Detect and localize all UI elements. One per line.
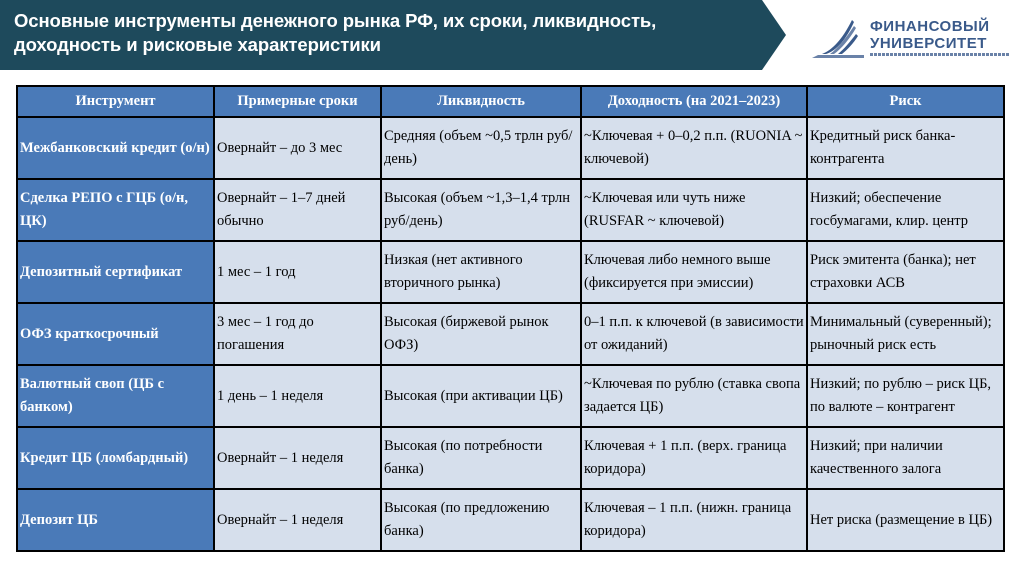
table-row bbox=[17, 179, 1004, 241]
cell-yield: Ключевая – 1 п.п. (нижн. граница коридора) bbox=[581, 489, 807, 551]
cell-terms: Овернайт – 1 неделя bbox=[214, 427, 381, 489]
cell-terms: 1 день – 1 неделя bbox=[214, 365, 381, 427]
cell-liquidity: Средняя (объем ~0,5 трлн руб/день) bbox=[381, 117, 581, 179]
cell-yield: ~Ключевая или чуть ниже (RUSFAR ~ ключевой) bbox=[581, 179, 807, 241]
cell-liquidity: Высокая (биржевой рынок ОФЗ) bbox=[381, 303, 581, 365]
money-market-table bbox=[16, 85, 1005, 552]
logo-tagline bbox=[870, 53, 1010, 56]
university-logo bbox=[808, 14, 1008, 64]
cell-instrument: Межбанковский кредит (о/н) bbox=[17, 117, 214, 179]
logo-line-1: ФИНАНСОВЫЙ bbox=[870, 18, 990, 35]
cell-liquidity: Высокая (при активации ЦБ) bbox=[381, 365, 581, 427]
cell-yield: Ключевая + 1 п.п. (верх. граница коридора) bbox=[581, 427, 807, 489]
cell-yield: ~Ключевая + 0–0,2 п.п. (RUONIA ~ ключевой) bbox=[581, 117, 807, 179]
cell-instrument: Депозитный сертификат bbox=[17, 241, 214, 303]
cell-terms: 1 мес – 1 год bbox=[214, 241, 381, 303]
cell-liquidity: Низкая (нет активного вторичного рынка) bbox=[381, 241, 581, 303]
cell-terms: Овернайт – до 3 мес bbox=[214, 117, 381, 179]
cell-instrument: Валютный своп (ЦБ с банком) bbox=[17, 365, 214, 427]
cell-yield: Ключевая либо немного выше (фиксируется при эмиссии) bbox=[581, 241, 807, 303]
logo-line-2: УНИВЕРСИТЕТ bbox=[870, 35, 987, 52]
cell-instrument: Кредит ЦБ (ломбардный) bbox=[17, 427, 214, 489]
table-row bbox=[17, 117, 1004, 179]
cell-risk: Низкий; обеспечение госбумагами, клир. центр bbox=[807, 179, 1004, 241]
page-title: Основные инструменты денежного рынка РФ, их сроки, ликвидность, доходность и рисковые характеристики bbox=[14, 10, 657, 55]
cell-yield: ~Ключевая по рублю (ставка свопа задается ЦБ) bbox=[581, 365, 807, 427]
cell-terms: Овернайт – 1 неделя bbox=[214, 489, 381, 551]
table-row bbox=[17, 241, 1004, 303]
cell-liquidity: Высокая (по потребности банка) bbox=[381, 427, 581, 489]
table-row bbox=[17, 489, 1004, 551]
cell-risk: Нет риска (размещение в ЦБ) bbox=[807, 489, 1004, 551]
header-instrument: Инструмент bbox=[17, 86, 214, 117]
cell-risk: Риск эмитента (банка); нет страховки АСВ bbox=[807, 241, 1004, 303]
cell-terms: Овернайт – 1–7 дней обычно bbox=[214, 179, 381, 241]
title-banner bbox=[0, 0, 786, 70]
cell-instrument: Депозит ЦБ bbox=[17, 489, 214, 551]
header-terms: Примерные сроки bbox=[214, 86, 381, 117]
cell-yield: 0–1 п.п. к ключевой (в зависимости от ожиданий) bbox=[581, 303, 807, 365]
table-row bbox=[17, 365, 1004, 427]
cell-instrument: Сделка РЕПО с ГЦБ (о/н, ЦК) bbox=[17, 179, 214, 241]
header-row bbox=[17, 86, 1004, 117]
stylized-dome-icon bbox=[808, 14, 868, 64]
cell-risk: Низкий; по рублю – риск ЦБ, по валюте – контрагент bbox=[807, 365, 1004, 427]
cell-risk: Кредитный риск банка-контрагента bbox=[807, 117, 1004, 179]
header-liquidity: Ликвидность bbox=[381, 86, 581, 117]
header-risk: Риск bbox=[807, 86, 1004, 117]
cell-risk: Минимальный (суверенный); рыночный риск есть bbox=[807, 303, 1004, 365]
cell-terms: 3 мес – 1 год до погашения bbox=[214, 303, 381, 365]
cell-liquidity: Высокая (по предложению банка) bbox=[381, 489, 581, 551]
table-row bbox=[17, 427, 1004, 489]
cell-liquidity: Высокая (объем ~1,3–1,4 трлн руб/день) bbox=[381, 179, 581, 241]
cell-risk: Низкий; при наличии качественного залога bbox=[807, 427, 1004, 489]
header-yield: Доходность (на 2021–2023) bbox=[581, 86, 807, 117]
table-row bbox=[17, 303, 1004, 365]
cell-instrument: ОФЗ краткосрочный bbox=[17, 303, 214, 365]
